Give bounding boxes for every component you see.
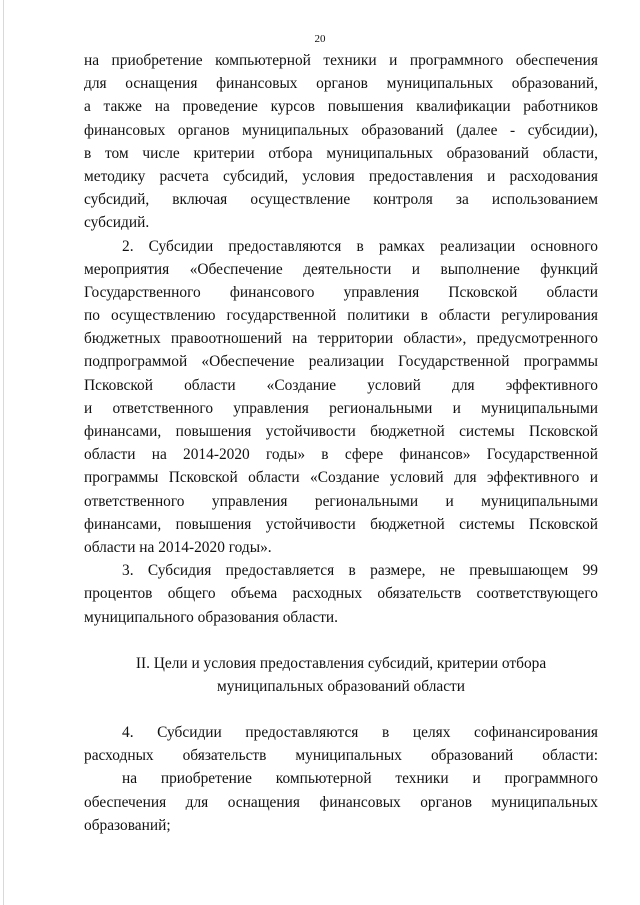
text-line: субсидий, включая осуществление контроля за использованием <box>84 191 598 209</box>
text-line: Псковской области «Создание условий для эффективного <box>84 376 598 394</box>
text-line: мероприятия «Обеспечение деятельности и выполнение функций <box>84 260 598 278</box>
text-line: ответственного управления региональными и муниципальными <box>84 492 598 510</box>
text-line: на приобретение компьютерной техники и программного <box>122 770 598 788</box>
text-line: Государственного финансового управления Псковской области <box>84 283 598 301</box>
text-line: финансами, повышения устойчивости бюджетной системы Псковской <box>84 423 598 440</box>
text-line: финансами, повышения устойчивости бюджетной системы Псковской <box>84 515 598 533</box>
text-line: процентов общего объема расходных обязательств соответствующего <box>84 585 598 603</box>
text-line: 4. Субсидии предоставляются в целях софинансирования <box>122 724 598 742</box>
page-number: 20 <box>314 33 326 45</box>
text-line: муниципального образования области. <box>84 608 339 626</box>
text-line: по осуществлению государственной политики в области регулирования <box>84 307 598 325</box>
text-line: образований; <box>84 816 171 834</box>
text-line: 2. Субсидии предоставляются в рамках реализации основного <box>122 237 598 255</box>
text-line: в том числе критерии отбора муниципальных образований области, <box>84 144 598 162</box>
text-line: программы Псковской области «Создание условий для эффективного и <box>84 469 598 487</box>
text-line: и ответственного управления региональными и муниципальными <box>84 399 598 417</box>
text-line: расходных обязательств муниципальных образований области: <box>84 747 598 765</box>
section-heading: муниципальных образований области <box>216 677 466 695</box>
document-body <box>84 49 598 837</box>
text-line: на приобретение компьютерной техники и программного обеспечения <box>84 52 598 69</box>
text-line: бюджетных правоотношений на территории области», предусмотренного <box>84 330 598 348</box>
text-line: подпрограммой «Обеспечение реализации Государственной программы <box>84 353 598 371</box>
text-line: 3. Субсидия предоставляется в размере, не превышающем 99 <box>122 562 598 580</box>
text-line: субсидий. <box>84 214 150 232</box>
text-line: методику расчета субсидий, условия предоставления и расходования <box>84 167 598 185</box>
text-line: обеспечения для оснащения финансовых органов муниципальных <box>84 793 598 811</box>
text-line: области на 2014-2020 годы». <box>84 538 272 556</box>
text-line: а также на проведение курсов повышения квалификации работников <box>84 98 598 116</box>
text-line: области на 2014-2020 годы» в сфере финансов» Государственной <box>84 446 598 464</box>
text-line: финансовых органов муниципальных образований (далее - субсидии), <box>84 121 598 139</box>
text-line: для оснащения финансовых органов муниципальных образований, <box>84 75 598 93</box>
page-edge <box>3 0 4 905</box>
section-heading: II. Цели и условия предоставления субсидий, критерии отбора <box>135 654 547 672</box>
